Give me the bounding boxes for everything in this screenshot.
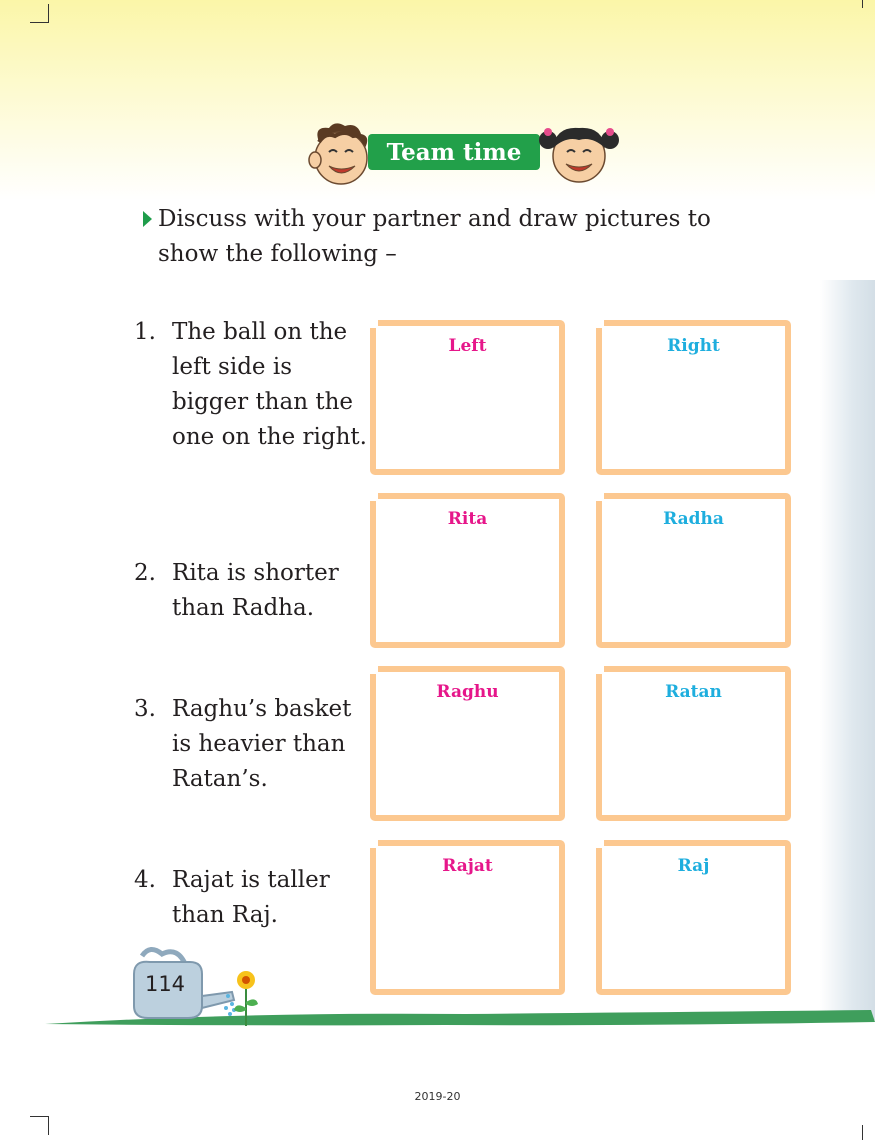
drawing-box-radha[interactable] bbox=[596, 493, 791, 648]
question-number: 4. bbox=[134, 867, 156, 893]
question-text: Rita is shorter than Radha. bbox=[172, 560, 339, 621]
team-time-banner: Team time bbox=[368, 134, 540, 170]
question-number: 2. bbox=[134, 560, 156, 586]
drawing-box-rajat[interactable] bbox=[370, 840, 565, 995]
drawing-box-right[interactable] bbox=[596, 320, 791, 475]
question-number: 3. bbox=[134, 696, 156, 722]
crop-mark-top-left bbox=[30, 4, 49, 23]
box-label: Raghu bbox=[436, 682, 499, 702]
side-background-tint bbox=[820, 280, 875, 1020]
crop-mark-bottom-right bbox=[862, 1125, 863, 1140]
footer-year: 2019-20 bbox=[414, 1090, 461, 1103]
boy-face-icon bbox=[305, 120, 377, 188]
question-number: 1. bbox=[134, 319, 156, 345]
box-label: Ratan bbox=[665, 682, 722, 702]
question-text: The ball on the left side is bigger than the one on the right. bbox=[172, 319, 367, 450]
crop-mark-top-right bbox=[862, 0, 863, 8]
box-label: Right bbox=[667, 336, 720, 356]
instruction-bullet-icon bbox=[143, 211, 152, 227]
page-number: 114 bbox=[144, 972, 186, 996]
box-label: Rajat bbox=[442, 856, 493, 876]
girl-face-icon bbox=[536, 118, 622, 186]
instruction-text: Discuss with your partner and draw pictures to show the following – bbox=[158, 206, 711, 267]
question-text: Rajat is taller than Raj. bbox=[172, 867, 330, 928]
question-text: Raghu’s basket is heavier than Ratan’s. bbox=[172, 696, 352, 792]
box-label: Left bbox=[448, 336, 487, 356]
box-label: Radha bbox=[663, 509, 724, 529]
drawing-box-ratan[interactable] bbox=[596, 666, 791, 821]
flower-icon bbox=[224, 968, 264, 1026]
box-label: Raj bbox=[677, 856, 710, 876]
top-background-tint bbox=[0, 0, 875, 200]
box-label: Rita bbox=[447, 509, 488, 529]
drawing-box-raghu[interactable] bbox=[370, 666, 565, 821]
crop-mark-bottom-left bbox=[30, 1116, 49, 1135]
drawing-box-raj[interactable] bbox=[596, 840, 791, 995]
drawing-box-rita[interactable] bbox=[370, 493, 565, 648]
drawing-box-left[interactable] bbox=[370, 320, 565, 475]
